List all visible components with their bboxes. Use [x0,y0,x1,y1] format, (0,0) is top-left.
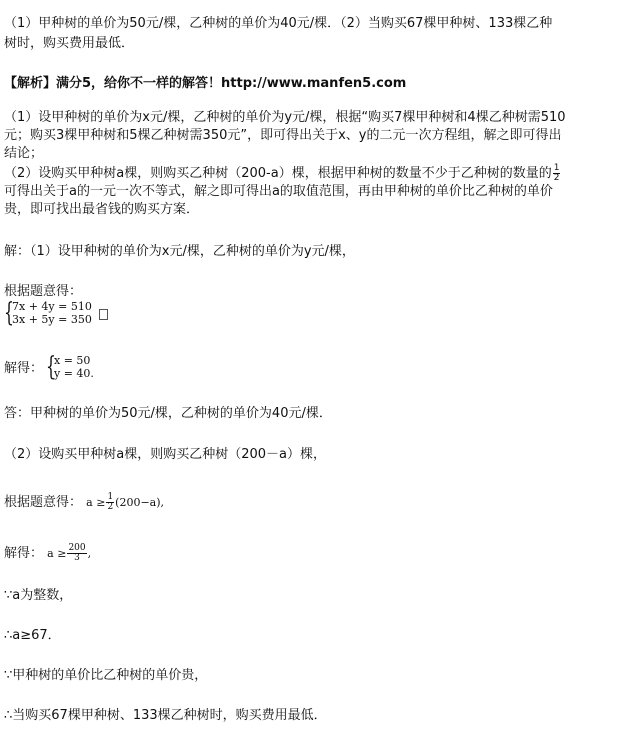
given-label-1: 根据题意得： [4,284,83,299]
step-price-compare: ∵甲种树的单价比乙种树的单价贵， [4,668,208,683]
analysis-p2-line-3: 贵，即可找出最省钱的购买方案． [4,202,200,217]
solution-system [46,354,106,382]
analysis-p1-line-3: 结论； [4,146,44,161]
solved-line-2 [4,544,91,563]
solved-label-2: 解得： [4,546,44,561]
solution-intro: 解：（1）设甲种树的单价为x元/棵，乙种树的单价为y元/棵， [4,244,355,259]
solved-label-1: 解得： [4,361,44,376]
analysis-p2-text: （2）设购买甲种树a棵，则购买乙种树（200-a）棵，根据甲种树的数量不少于乙种树的数量的 [4,166,552,181]
given-line-2 [4,493,164,512]
answer-line-1: （1）甲种树的单价为50元/棵，乙种树的单价为40元/棵．（2）当购买67棵甲种树、133棵乙种 [4,16,553,31]
result-fraction [67,544,86,563]
answer-part-1: 答：甲种树的单价为50元/棵，乙种树的单价为40元/棵． [4,406,332,421]
fraction-denominator: 2 [553,173,560,183]
fraction-numerator: 1 [553,163,560,173]
analysis-p2-line-1 [4,164,561,183]
analysis-header: 【解析】满分5，给你不一样的解答！http://www.manfen5.com [4,76,407,91]
fraction-denominator: 2 [107,502,114,512]
equation-1: 7x + 4y = 510 [12,300,92,313]
step-a-ge-67: ∴a≥67． [4,628,61,643]
equation-system [4,300,114,328]
analysis-p1-line-2: 元；购买3棵甲种树和5棵乙种树需350元”，即可得出关于x、y的二元一次方程组，解之即可得出 [4,128,562,143]
fraction-numerator: 1 [107,492,114,502]
inequality-fraction [106,493,114,512]
fraction-numerator: 200 [68,543,86,553]
brace-symbol: { [46,352,56,382]
analysis-p1-line-1: （1）设甲种树的单价为x元/棵，乙种树的单价为y元/棵，根据“购买7棵甲种树和4棵乙种树需510 [4,110,566,125]
inequality-right: (200−a), [115,496,165,509]
equation-2: 3x + 5y = 350 [12,313,92,326]
fraction-denominator: 3 [74,553,80,563]
solution-y: y = 40. [54,367,94,380]
step-integer: ∵a为整数， [4,588,73,603]
solution-x: x = 50 [54,354,91,367]
step-conclusion: ∴当购买67棵甲种树、133棵乙种树时，购买费用最低． [4,708,327,723]
answer-line-2: 树时，购买费用最低． [4,36,135,51]
half-fraction [553,164,561,183]
part-2-intro: （2）设购买甲种树a棵，则购买乙种树（200－a）棵， [4,447,327,462]
brace-symbol: { [4,298,14,328]
result-left: a ≥ [47,547,67,560]
analysis-p2-line-2: 可得出关于a的一元一次不等式，解之即可得出a的取值范围，再由甲种树的单价比乙种树的单价 [4,184,553,199]
placeholder-box-icon [99,309,108,320]
inequality-left: a ≥ [86,496,106,509]
result-right: , [87,547,92,560]
given-label-2: 根据题意得： [4,495,83,510]
